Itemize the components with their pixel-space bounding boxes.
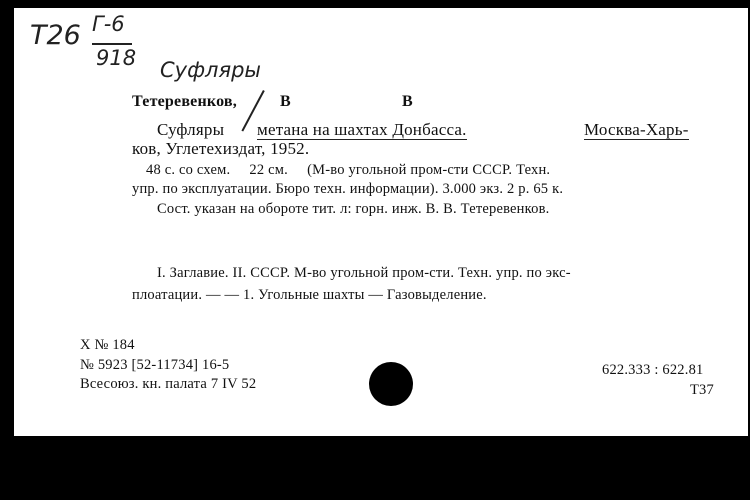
handwritten-fraction-line bbox=[92, 43, 132, 45]
punch-hole bbox=[369, 362, 413, 406]
heading-letter-right: В bbox=[402, 93, 413, 110]
footer-line-1: Х № 184 bbox=[80, 337, 135, 353]
description-line-1: 48 с. со схем. 22 см. (М-во угольной пром-сти СССР. Техн. bbox=[146, 162, 551, 178]
heading-letter-left: В bbox=[280, 93, 291, 110]
footer-line-2: № 5923 [52-11734] 16-5 bbox=[80, 357, 230, 373]
handwritten-fraction-bottom: 918 bbox=[96, 46, 137, 70]
handwritten-shelf-mark: T26 bbox=[30, 20, 81, 51]
catalog-card bbox=[14, 8, 748, 436]
publication-place: Москва-Харь- bbox=[584, 120, 689, 139]
handwritten-fraction-top: Г-6 bbox=[92, 12, 125, 36]
handwritten-note: Суфляры bbox=[160, 58, 262, 82]
author-mark: Т37 bbox=[690, 382, 714, 398]
tracings-line-1: I. Заглавие. II. СССР. М-во угольной пром-сти. Техн. упр. по экс- bbox=[157, 265, 571, 281]
title-line-2: ков, Углетехиздат, 1952. bbox=[132, 139, 310, 158]
description-line-2: упр. по эксплуатации. Бюро техн. информации). 3.000 экз. 2 р. 65 к. bbox=[132, 181, 564, 197]
footer-line-3: Всесоюз. кн. палата 7 IV 52 bbox=[80, 376, 257, 392]
description-line-3: Сост. указан на обороте тит. л: горн. инж. В. В. Тетеревенков. bbox=[157, 201, 550, 217]
author-heading: Тетеревенков, bbox=[132, 93, 237, 110]
classification-number: 622.333 : 622.81 bbox=[602, 362, 704, 378]
title-underlined: метана на шахтах Донбасса. bbox=[257, 120, 467, 139]
title-prefix: Суфляры bbox=[157, 120, 225, 139]
tracings-line-2: плоатации. — — 1. Угольные шахты — Газовыделение. bbox=[132, 287, 487, 303]
